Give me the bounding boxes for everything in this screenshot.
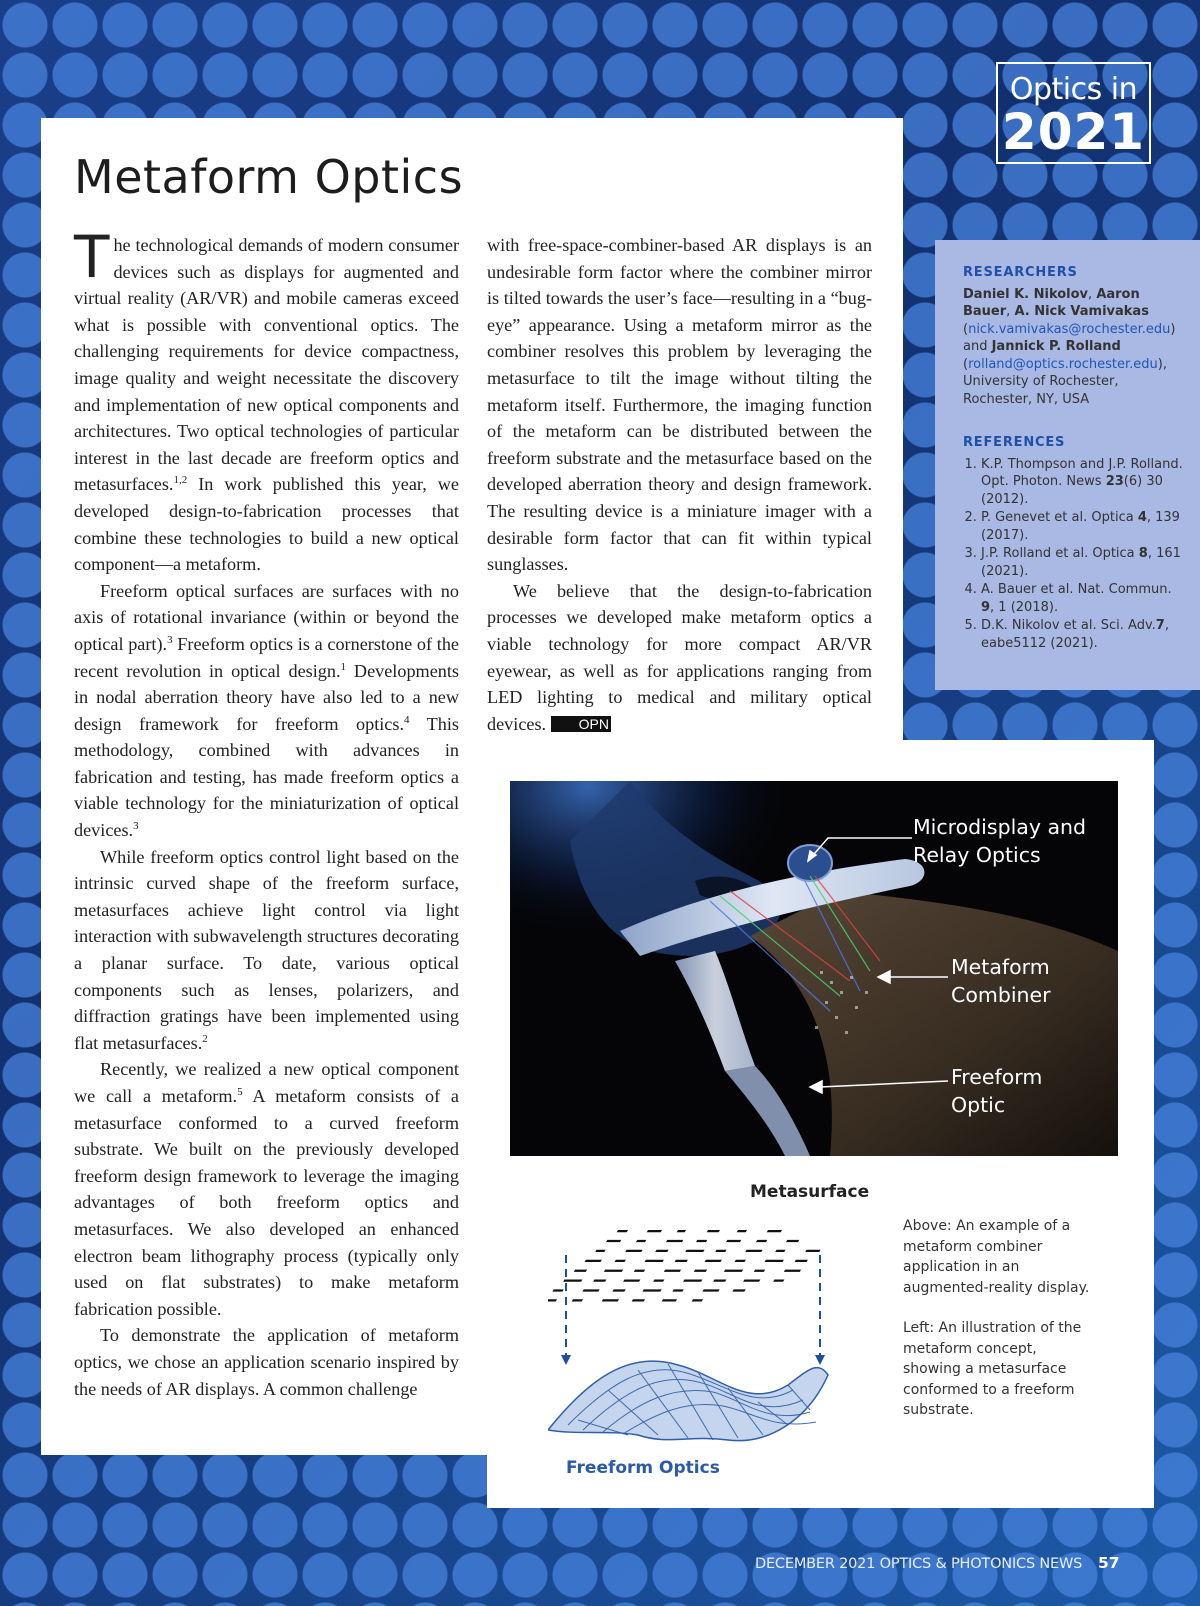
ar-display-photo [510,781,1118,1156]
right-column [487,232,872,737]
ref-mark: 3 [133,820,139,832]
caption-above: Above: An example of a metaform combiner application in an augmented-reality display. [903,1218,1090,1296]
opn-end-mark: OPN [551,716,611,732]
caption-left: Left: An illustration of the metaform concept, showing a metasurface conformed to a freeform substrate. [903,1320,1082,1418]
left-column [74,223,460,1402]
ref-mark: 4 [404,713,410,726]
reference-item: 1. K.P. Thompson and J.P. Rolland. Opt. Photon. News 23(6) 30 (2012). [981,456,1188,509]
reference-item: 4. A. Bauer et al. Nat. Commun. 9, 1 (2018). [981,581,1188,616]
article-title: Metaform Optics [74,150,464,204]
paragraph: Recently, we realized a new optical component we call a metaform.$^5$ A metaform consists of a metasurface conformed to a curved freeform substrate. We built on the previously developed freeform design framework to leverage the imaging advantages of both freeform optics and metasurfaces. We also developed an enhanced electron beam lithography process (typically only used on flat substrates) to make metaform fabrication possible. [74,1059,459,1319]
paragraph: To demonstrate the application of metaform optics, we chose an application scenario inspired by the needs of AR displays. A common challenge [74,1325,459,1399]
page-number: 57 [1098,1554,1120,1572]
researchers-list: Daniel K. Nikolov, Aaron Bauer, A. Nick Vamivakas (nick.vamivakas@rochester.edu) and Jannick P. Rolland (rolland@optics.rochester.edu), University of Rochester, Rochester, NY, USA [963,286,1176,407]
section-badge [996,62,1151,164]
ref-mark: 1,2 [173,474,188,487]
badge-year: 2021 [1001,103,1146,161]
figure-caption [903,1216,1098,1441]
sidebar [935,240,1200,690]
metaform-concept-illustration [548,1180,888,1485]
metasurface-grid [548,1230,832,1302]
badge-line1: Optics in [1009,72,1138,107]
footer-publication: DECEMBER 2021 OPTICS & PHOTONICS NEWS [755,1556,1083,1572]
reference-item: 3. J.P. Rolland et al. Optica 8, 161 (2021). [981,545,1188,580]
ref-mark: 5 [237,1085,243,1098]
metaform-diagram [548,1180,888,1485]
researchers-heading: RESEARCHERS [963,265,1078,280]
email-link[interactable]: rolland@optics.rochester.edu [968,356,1158,372]
drop-cap: T [74,223,110,291]
ref-mark: 2 [202,1032,208,1045]
email-link[interactable]: nick.vamivakas@rochester.edu [968,321,1171,337]
references-heading: REFERENCES [963,435,1066,450]
paragraph: Freeform optical surfaces are surfaces with no axis of rotational invariance (within or beyond the optical part).$^3$ Freeform optics is a cornerstone of the recent revolution in optical design.$^1$ Developments in nodal aberration theory have also led to a new design framework for freeform optics.$^4$ This methodology, combined with advances in fabrication and testing, has made freeform optics a viable technology for the miniaturization of optical devices.$^3$ [74,580,460,841]
reference-item: 2. P. Genevet et al. Optica 4, 139 (2017). [981,509,1188,544]
paragraph: We believe that the design-to-fabrication processes we developed make metaform optics a viable technology for more compact AR/VR eyewear, as well as for applications ranging from LED lighting to medical and military optical devices. OPN [487,580,872,734]
reference-item: 5. D.K. Nikolov et al. Sci. Adv.7, eabe5112 (2021). [981,617,1188,652]
ref-mark: 3 [167,633,173,646]
label-freeform-optic: Freeform Optic [951,1065,1043,1117]
freeform-optics-label: Freeform Optics [566,1458,720,1478]
references-list [963,456,1188,653]
metasurface-label: Metasurface [750,1182,870,1202]
paragraph: While freeform optics control light based on the intrinsic curved shape of the freeform surface, metasurfaces achieve light control via light interaction with subwavelength structures decorating a planar surface. To date, various optical components such as lenses, polarizers, and diffraction gratings have been implemented using flat metasurfaces.$^2$ [74,846,459,1053]
freeform-surface [548,1361,828,1441]
label-microdisplay: Microdisplay and Relay Optics [913,815,1087,867]
paragraph: with free-space-combiner-based AR displays is an undesirable form factor where the combiner mirror is tilted towards the user’s face—resulting in a “bug-eye” appearance. Using a metaform mirror as the combiner resolves this problem by leveraging the metasurface to tilt the image without tilting the metaform itself. Furthermore, the imaging function of the metaform can be distributed between the freeform substrate and the metasurface based on the developed aberration theory and design framework. The resulting device is a miniature imager with a desirable form factor that can fit within typical sunglasses. [487,235,872,575]
label-metaform-combiner: Metaform Combiner [951,955,1051,1007]
ref-mark: 1 [340,660,347,673]
paragraph: The technological demands of modern consumer devices such as displays for augmented and virtual reality (AR/VR) and mobile cameras exceed what is possible with conventional optics. The challenging requirements for device compactness, image quality and weight necessitate the discovery and implementation of new optical components and architectures. Two optical technologies of particular interest in the last decade are freeform optics and metasurfaces.$^{1,2}$ In work published this year, we developed design-to-fabrication processes that combine these technologies to build a new optical component—a metaform. [74,223,459,575]
